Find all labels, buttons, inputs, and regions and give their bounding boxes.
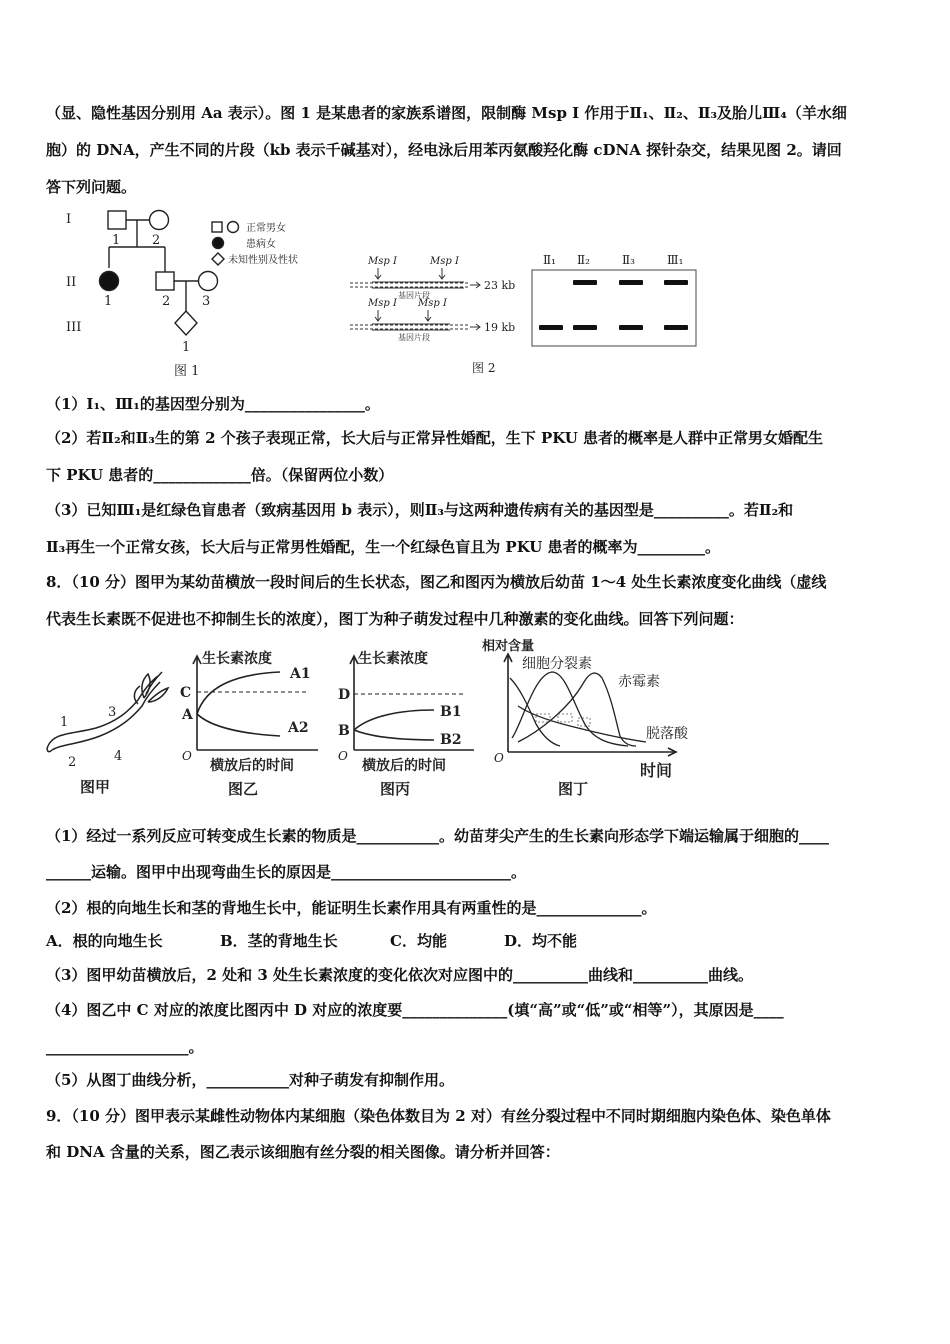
ding-cytokinin-label: 细胞分裂素 bbox=[522, 656, 592, 672]
legend-circle-icon bbox=[228, 222, 239, 233]
q8-stem-line1: 8．（10 分）图甲为某幼苗横放一段时间后的生长状态，图乙和图丙为横放后幼苗 1～4 处生长素浓度变化曲线（虚线 bbox=[46, 573, 827, 591]
bing-label-B1: B1 bbox=[440, 704, 462, 720]
size-23kb: 23 kb bbox=[484, 279, 516, 292]
q8-option-B: B．茎的背地生长 bbox=[220, 932, 338, 950]
chart-bing bbox=[330, 646, 480, 800]
q7-part3-line1: （3）已知Ⅲ₁是红绿色盲患者（致病基因用 b 表示），则Ⅱ₃与这两种遗传病有关的基因型是__________。若Ⅱ₂和 bbox=[46, 501, 794, 519]
fig2-caption: 图 2 bbox=[472, 361, 496, 375]
seedling-label-1: 1 bbox=[60, 715, 69, 730]
seedling-label-2: 2 bbox=[68, 755, 77, 770]
gel-figure bbox=[346, 248, 706, 380]
chart-yi bbox=[176, 646, 326, 800]
segment-label-1: 基因片段 bbox=[398, 291, 430, 300]
fig-ding-caption: 图丁 bbox=[558, 780, 589, 798]
q9-stem-line2: 和 DNA 含量的关系，图乙表示该细胞有丝分裂的相关图像。请分析并回答： bbox=[46, 1143, 560, 1161]
msp-label-2: Msp I bbox=[430, 256, 459, 267]
gen-label-III: III bbox=[66, 320, 82, 335]
num-I1: 1 bbox=[112, 233, 121, 248]
q9-stem-line1: 9．（10 分）图甲表示某雌性动物体内某细胞（染色体数目为 2 对）有丝分裂过程中不同时期细胞内染色体、染色单体 bbox=[46, 1107, 831, 1125]
seedling-label-4: 4 bbox=[114, 749, 123, 764]
fig-bing-caption: 图丙 bbox=[380, 780, 411, 798]
msp-label-1: Msp I bbox=[368, 256, 397, 267]
q8-option-D: D．均不能 bbox=[504, 932, 578, 950]
gel-band-II3-19kb bbox=[619, 325, 643, 330]
num-I2: 2 bbox=[152, 233, 161, 248]
bing-ylabel: 生长素浓度 bbox=[358, 651, 428, 667]
yi-label-A1: A1 bbox=[290, 666, 311, 682]
num-II1: 1 bbox=[104, 294, 113, 309]
q8-part4-line1: （4）图乙中 C 对应的浓度比图丙中 D 对应的浓度要______________(填“高”或“低”或“相等”），其原因是____ bbox=[46, 1001, 784, 1019]
pedigree-male-I1 bbox=[108, 211, 126, 229]
yi-label-C: C bbox=[180, 685, 192, 701]
intro-line-2: 胞）的 DNA，产生不同的片段（kb 表示千碱基对），经电泳后用苯丙氨酸羟化酶 cDNA 探针杂交，结果见图 2。请回 bbox=[46, 141, 842, 159]
pedigree-female-II3 bbox=[199, 272, 218, 291]
gel-band-II1-19kb bbox=[539, 325, 563, 330]
pedigree-unknown-III1 bbox=[175, 311, 197, 335]
gel-band-II2-19kb bbox=[573, 325, 597, 330]
q8-part1-line2: ______运输。图甲中出现弯曲生长的原因是________________________。 bbox=[46, 863, 527, 881]
num-II2: 2 bbox=[162, 294, 171, 309]
legend-filled-circle-icon bbox=[213, 238, 224, 249]
ding-aba-curve bbox=[518, 706, 646, 742]
msp-label-4: Msp I bbox=[418, 298, 447, 309]
yi-ylabel: 生长素浓度 bbox=[202, 651, 272, 667]
intro-line-1: （显、隐性基因分别用 Aa 表示）。图 1 是某患者的家族系谱图，限制酶 Msp I 作用于Ⅱ₁、Ⅱ₂、Ⅱ₃及胎儿Ⅲ₄（羊水细 bbox=[46, 104, 847, 122]
num-III1: 1 bbox=[182, 340, 191, 355]
ding-gibberellin-label: 赤霉素 bbox=[618, 674, 660, 690]
q8-part1-line1: （1）经过一系列反应可转变成生长素的物质是___________。幼苗芽尖产生的生长素向形态学下端运输属于细胞的____ bbox=[46, 827, 829, 845]
q8-part2: （2）根的向地生长和茎的背地生长中，能证明生长素作用具有两重性的是______________。 bbox=[46, 899, 657, 917]
pedigree-female-I2 bbox=[150, 211, 169, 230]
ding-aba-label: 脱落酸 bbox=[646, 726, 688, 742]
q8-part3: （3）图甲幼苗横放后，2 处和 3 处生长素浓度的变化依次对应图中的__________曲线和__________曲线。 bbox=[46, 966, 753, 984]
yi-label-A: A bbox=[182, 707, 193, 723]
gel-band-III1-23kb bbox=[664, 280, 688, 285]
lane-II1: Ⅱ₁ bbox=[543, 253, 556, 267]
fig-jia-caption: 图甲 bbox=[80, 778, 111, 796]
q7-part1: （1）I₁、Ⅲ₁的基因型分别为________________。 bbox=[46, 395, 380, 413]
q8-option-C: C．均能 bbox=[390, 932, 447, 950]
seedling-label-3: 3 bbox=[108, 705, 117, 720]
bing-origin: O bbox=[338, 749, 348, 763]
q7-part3-line2: Ⅱ₃再生一个正常女孩，长大后与正常男性婚配，生一个红绿色盲且为 PKU 患者的概率为_________。 bbox=[46, 538, 721, 556]
gen-label-II: II bbox=[66, 275, 77, 290]
seedling-figure bbox=[44, 668, 174, 800]
legend-affected: 患病女 bbox=[246, 239, 276, 250]
intro-line-3: 答下列问题。 bbox=[46, 178, 137, 196]
yi-origin: O bbox=[182, 749, 192, 763]
gel-band-II3-23kb bbox=[619, 280, 643, 285]
gel-band-III1-19kb bbox=[664, 325, 688, 330]
legend-diamond-icon bbox=[212, 253, 224, 265]
ding-ylabel: 相对含量 bbox=[482, 639, 535, 654]
bing-label-B2: B2 bbox=[440, 732, 462, 748]
yi-xlabel: 横放后的时间 bbox=[210, 758, 294, 774]
q8-option-A: A．根的向地生长 bbox=[46, 932, 163, 950]
legend-square-icon bbox=[212, 222, 222, 232]
legend-normal: 正常男女 bbox=[246, 223, 286, 234]
q7-part2-line2: 下 PKU 患者的_____________倍。（保留两位小数） bbox=[46, 466, 394, 484]
bing-xlabel: 横放后的时间 bbox=[362, 758, 446, 774]
lane-II3: Ⅱ₃ bbox=[622, 253, 635, 267]
lane-II2: Ⅱ₂ bbox=[577, 253, 590, 267]
pedigree-affected-female-II1 bbox=[100, 272, 119, 291]
legend-unknown: 未知性别及性状 bbox=[228, 255, 298, 266]
bing-label-D: D bbox=[338, 687, 351, 703]
pedigree-figure bbox=[56, 205, 346, 380]
size-19kb: 19 kb bbox=[484, 321, 516, 334]
pedigree-male-II2 bbox=[156, 272, 174, 290]
gel-band-II2-23kb bbox=[573, 280, 597, 285]
bing-label-B: B bbox=[338, 723, 350, 739]
fig1-caption: 图 1 bbox=[174, 364, 200, 379]
yi-label-A2: A2 bbox=[288, 720, 309, 736]
q8-stem-line2: 代表生长素既不促进也不抑制生长的浓度），图丁为种子萌发过程中几种激素的变化曲线。回答下列问题： bbox=[46, 610, 744, 628]
segment-label-2: 基因片段 bbox=[398, 333, 430, 342]
q7-part2-line1: （2）若Ⅱ₂和Ⅱ₃生的第 2 个孩子表现正常，长大后与正常异性婚配，生下 PKU 患者的概率是人群中正常男女婚配生 bbox=[46, 429, 824, 447]
num-II3: 3 bbox=[202, 294, 211, 309]
q8-part5: （5）从图丁曲线分析，___________对种子萌发有抑制作用。 bbox=[46, 1071, 454, 1089]
fig-yi-caption: 图乙 bbox=[228, 780, 259, 798]
lane-III1: Ⅲ₁ bbox=[667, 253, 684, 267]
q8-part4-line2: ___________________。 bbox=[46, 1038, 204, 1056]
msp-label-3: Msp I bbox=[368, 298, 397, 309]
ding-origin: O bbox=[494, 751, 504, 765]
gen-label-I: I bbox=[66, 212, 72, 227]
chart-ding bbox=[478, 634, 718, 800]
ding-xlabel: 时间 bbox=[640, 761, 673, 780]
